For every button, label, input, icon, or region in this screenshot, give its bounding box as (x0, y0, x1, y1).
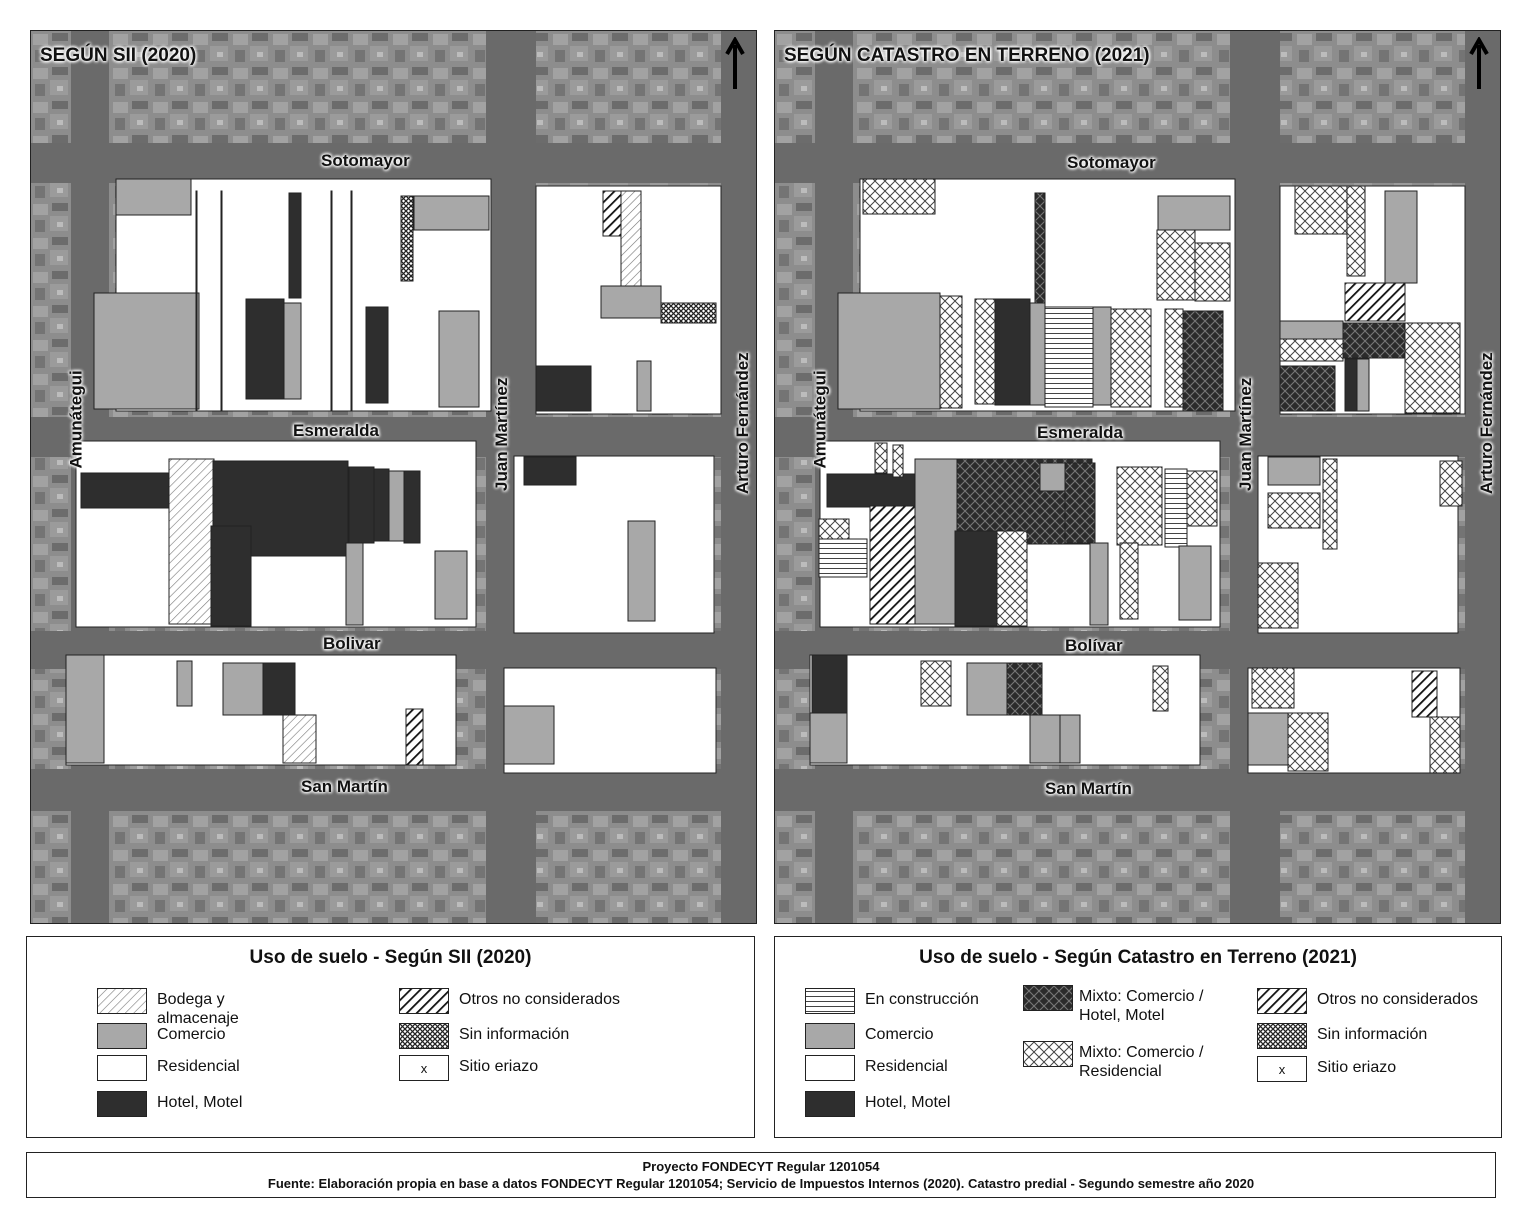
legend-title: Uso de suelo - Según SII (2020) (249, 947, 532, 968)
map-panel-catastro-2021 (774, 30, 1501, 924)
map-title: SEGÚN CATASTRO EN TERRENO (2021) (784, 45, 1150, 66)
residencial-swatch (97, 1055, 147, 1081)
legend-item-sitio-eriazo (399, 1055, 538, 1081)
legend-label: Hotel, Motel (865, 1094, 951, 1111)
legend-label: Otros no considerados (1317, 991, 1478, 1008)
street-label-sotomayor: Sotomayor (1067, 153, 1156, 172)
legend-item-hotel (97, 1091, 242, 1117)
street-label-san-martin: San Martín (301, 777, 388, 796)
legend-label: Sitio eriazo (459, 1058, 539, 1075)
street-label-esmeralda: Esmeralda (293, 421, 379, 440)
legend-label: Mixto: Comercio / Residencial (1079, 1044, 1204, 1080)
legend-catastro (774, 936, 1502, 1138)
legend-item-otros (1257, 988, 1478, 1014)
legend-item-otros (399, 988, 620, 1014)
street-label-san-martin: San Martín (1045, 779, 1132, 798)
otros-swatch (1257, 988, 1307, 1014)
comercio-swatch (97, 1023, 147, 1049)
street-label-esmeralda: Esmeralda (1037, 423, 1123, 442)
sin-informacion-swatch (399, 1023, 449, 1049)
hotel-swatch (97, 1091, 147, 1117)
street-label-arturo-fernandez: Arturo Fernández (733, 352, 752, 494)
legend-title: Uso de suelo - Según Catastro en Terreno (2021) (919, 947, 1357, 968)
legend-label: Mixto: Comercio / Hotel, Motel (1079, 988, 1204, 1024)
legend-label: Sitio eriazo (1317, 1059, 1397, 1076)
footer-source-line: Fuente: Elaboración propia en base a datos FONDECYT Regular 1201054; Servicio de Impuestos Internos (2020). Catastro predial - Segundo semestre año 2020 (267, 1176, 1255, 1191)
legend-item-sin-informacion (399, 1023, 569, 1049)
street-label-bolivar: Bolivar (323, 634, 381, 653)
legend-label: Otros no considerados (459, 991, 620, 1008)
legend-sii (26, 936, 755, 1138)
legend-item-mixto-hotel (1023, 985, 1229, 1025)
legend-item-bodega (97, 988, 307, 1028)
street-label-sotomayor: Sotomayor (321, 151, 410, 170)
residencial-swatch (805, 1055, 855, 1081)
street-label-arturo-fernandez: Arturo Fernández (1477, 352, 1496, 494)
legend-item-comercio (805, 1023, 933, 1049)
legend-label: En construcción (865, 991, 979, 1008)
street-label-juan-martinez: Juan Martínez (492, 377, 511, 491)
north-arrow-icon (1468, 37, 1490, 91)
otros-swatch (399, 988, 449, 1014)
sitio-eriazo-swatch: x (399, 1055, 449, 1081)
street-label-juan-martinez: Juan Martínez (1236, 377, 1255, 491)
footer-project-line: Proyecto FONDECYT Regular 1201054 (642, 1159, 880, 1174)
street-label-bolivar: Bolívar (1065, 636, 1123, 655)
legend-item-comercio (97, 1023, 225, 1049)
mixto-residencial-swatch (1023, 1041, 1073, 1067)
street-label-amunategui: Amunátegui (66, 370, 86, 469)
legend-item-residencial (97, 1055, 240, 1081)
legend-label: Sin información (1317, 1026, 1428, 1043)
bodega-swatch (97, 988, 147, 1014)
legend-label: Comercio (865, 1026, 934, 1043)
north-arrow-icon (724, 37, 746, 91)
legend-item-hotel (805, 1091, 950, 1117)
legend-item-residencial (805, 1055, 948, 1081)
mixto-hotel-swatch (1023, 985, 1073, 1011)
map-title: SEGÚN SII (2020) (40, 45, 197, 66)
legend-label: Comercio (157, 1026, 226, 1043)
legend-label: Residencial (865, 1058, 948, 1075)
map-panel-sii-2020 (30, 30, 757, 924)
legend-label: Bodega y almacenaje (157, 991, 239, 1027)
sin-informacion-swatch (1257, 1023, 1307, 1049)
street-label-amunategui: Amunátegui (810, 370, 830, 469)
comercio-swatch (805, 1023, 855, 1049)
legend-label: Hotel, Motel (157, 1094, 243, 1111)
legend-label: Residencial (157, 1058, 240, 1075)
legend-item-mixto-residencial (1023, 1041, 1229, 1081)
legend-label: Sin información (459, 1026, 570, 1043)
sitio-eriazo-swatch: x (1257, 1056, 1307, 1082)
legend-item-sitio-eriazo (1257, 1056, 1396, 1082)
source-footer (26, 1152, 1496, 1198)
hotel-swatch (805, 1091, 855, 1117)
legend-item-en-construccion (805, 988, 979, 1014)
legend-item-sin-informacion (1257, 1023, 1427, 1049)
en-construccion-swatch (805, 988, 855, 1014)
